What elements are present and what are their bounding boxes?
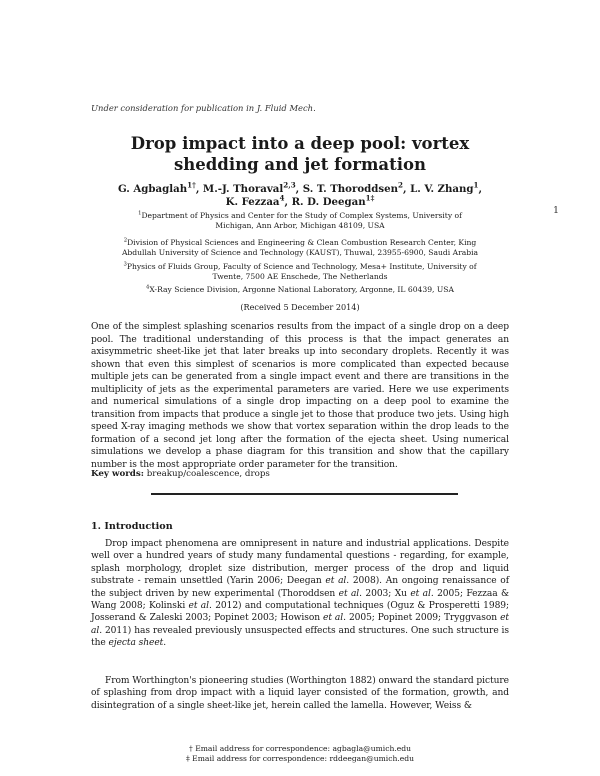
abstract: One of the simplest splashing scenarios results from the impact of a single drop on a deep pool. The traditional understanding of this process is that the impact generates an axisymmetric sheet-like jet that later breaks up into secondary droplets. Recently it was shown that even this simplest of scenarios is more complicated than expected because multiple jets can be generated from a single impact event and there are transitions in the multiplicity of jets as the experimental parameters are varied. Here we use experiments and numerical simulations of a single drop impacting on a deep pool to examine the transition from impacts that produce a single jet to those that produce two jets. Using high speed X-ray imaging methods we show that vortex separation within the drop leads to the formation of a second jet long after the formation of the ejecta sheet. Using numerical simulations we develop a phase diagram for this transition and show that the capillary number is the most appropriate order parameter for the transition. xyxy=(91,322,509,471)
affiliation-line: Division of Physical Sciences and Engineering & Clean Combustion Research Center, King xyxy=(127,238,477,247)
author-sup: 1 xyxy=(473,180,479,190)
text-run: Drop impact phenomena are omnipresent in nature and industrial applications. Despite well over a hundred years of study many fundamental questions - regarding, for example, splash morphology, droplet size distribution, merger process of the drop and liquid substrate - remain unsettled (Yarin 2006; Deegan xyxy=(91,539,509,587)
footnote-mark: ‡ xyxy=(185,754,190,763)
affiliation-sup: 4 xyxy=(146,284,150,291)
text-run: 2008). An ongoing renaissance of the subject driven by new experimental (Thoroddsen xyxy=(91,576,509,599)
text-run: 2003; Xu xyxy=(361,588,411,599)
author-name: G. Agbaglah xyxy=(117,183,188,195)
author-sup: 2 xyxy=(398,180,403,190)
page-number: 1 xyxy=(553,205,560,216)
affiliation-line: X-Ray Science Division, Argonne National Laboratory, Argonne, IL 60439, USA xyxy=(149,285,454,294)
et-al: et al. xyxy=(325,576,350,587)
author-name: M.-J. Thoraval xyxy=(202,183,284,195)
title-line-2: shedding and jet formation xyxy=(173,155,427,174)
received-date: (Received 5 December 2014) xyxy=(240,302,360,312)
author-name: S. T. Thoroddsen xyxy=(302,183,399,195)
affiliation-line: Abdullah University of Science and Technology (KAUST), Thuwal, 23955-6900, Saudi Arabia xyxy=(121,248,479,257)
footnote-text: Email address for correspondence: rddeegan@umich.edu xyxy=(192,754,415,763)
et-al: et al. xyxy=(188,601,212,612)
footnote-mark: † xyxy=(188,744,193,753)
affiliation-line: Michigan, Ann Arbor, Michigan 48109, USA xyxy=(215,221,385,230)
affiliation-sup: 3 xyxy=(123,261,127,268)
affiliation-sup: 1 xyxy=(138,210,142,217)
body-paragraph-1 xyxy=(91,538,509,650)
footnote-1 xyxy=(91,744,509,754)
section-heading: 1. Introduction xyxy=(91,521,173,532)
title-line-1: Drop impact into a deep pool: vortex xyxy=(130,134,470,153)
paper-title xyxy=(91,133,509,175)
footnote-2 xyxy=(91,754,509,764)
keywords xyxy=(91,469,509,479)
footnote-text: Email address for correspondence: agbagla@umich.edu xyxy=(195,744,412,753)
text-run: 2005; Popinet 2009; Tryggvason xyxy=(345,613,501,624)
et-al: et al. xyxy=(410,588,434,599)
affiliation-line: Twente, 7500 AE Enschede, The Netherlands xyxy=(212,272,388,281)
et-al: et al. xyxy=(91,613,509,636)
affiliation-2 xyxy=(105,238,495,258)
author-list: G. Agbaglah$^{1\dagger}$, M.-J. Thoraval$^{2,3}$, S. T. Thoroddsen$^2$, L. V. Zhang$^1$, K. Fezzaa$^4$, R. D. Deegan$^{1\ddagger}$ xyxy=(117,180,483,208)
affiliation-sup: 2 xyxy=(123,237,128,244)
text-run: . xyxy=(163,638,167,649)
divider-rule xyxy=(151,493,458,495)
affiliation-1 xyxy=(105,211,495,231)
affiliation-3 xyxy=(105,262,495,282)
keywords-value: breakup/coalescence, drops xyxy=(146,469,270,479)
et-al: et al. xyxy=(338,588,362,599)
text-run: 2005; Fezzaa & Wang 2008; Kolinski xyxy=(91,588,510,612)
text-run: 2011) has revealed previously unsuspected effects and structures. One such structure is the xyxy=(91,625,509,649)
author-sup: 2,3 xyxy=(283,180,296,190)
author-sup: 1† xyxy=(187,180,196,190)
author-sup: 1‡ xyxy=(365,193,375,203)
text-run: 2012) and computational techniques (Oguz & Prosperetti 1989; Josserand & Zaleski 2003; Popinet 2003; Howison xyxy=(91,601,509,624)
keywords-label: Key words: xyxy=(91,469,144,479)
affiliation-4 xyxy=(105,285,495,295)
author-name: K. Fezzaa xyxy=(225,196,280,208)
running-head-text: Under consideration for publication in J. Fluid Mech. xyxy=(91,103,316,113)
et-al: et al. xyxy=(323,613,346,624)
affiliation-line: Physics of Fluids Group, Faculty of Science and Technology, Mesa+ Institute, University of xyxy=(126,262,477,271)
author-name: L. V. Zhang xyxy=(410,183,474,195)
author-name: R. D. Deegan xyxy=(291,196,366,208)
affiliation-line: Department of Physics and Center for the Study of Complex Systems, University of xyxy=(141,211,462,220)
body-paragraph-2: From Worthington's pioneering studies (Worthington 1882) onward the standard picture of splashing from drop impact with a liquid layer consisted of the formation, growth, and disintegration of a single sheet-like jet, herein called the lamella. However, Weiss & xyxy=(91,676,509,711)
author-sup: 4 xyxy=(279,193,285,203)
emphasized-term: ejecta sheet xyxy=(108,638,164,649)
